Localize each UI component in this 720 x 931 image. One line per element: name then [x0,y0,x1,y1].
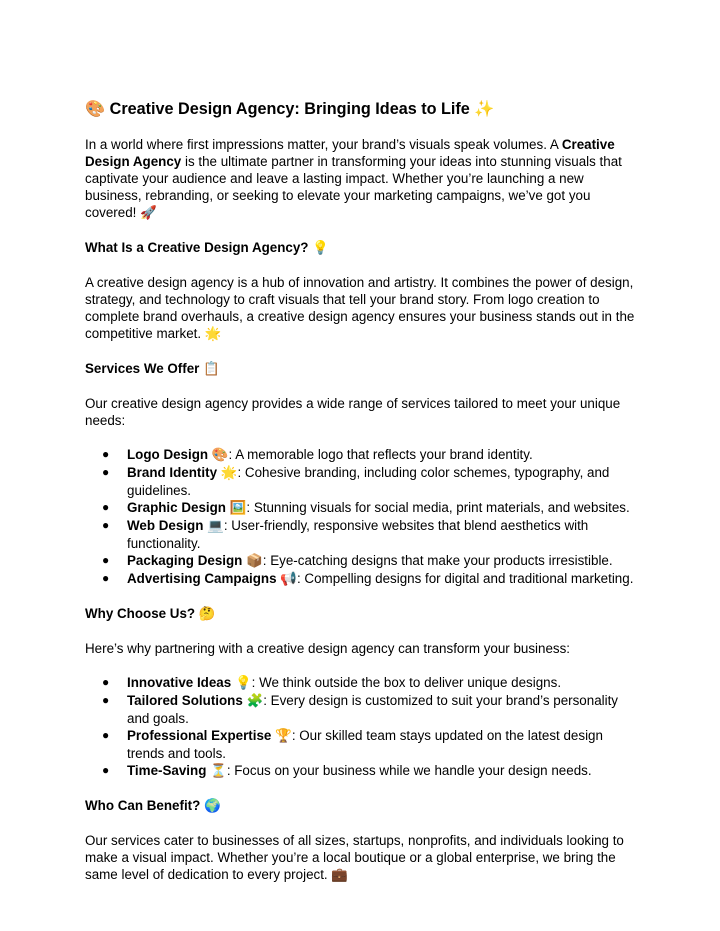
list-item-title: Graphic Design [127,500,226,515]
list-item-title: Innovative Ideas [127,675,232,690]
list-item-desc: : Compelling designs for digital and traditional marketing. [296,571,634,586]
intro-paragraph [85,136,637,222]
list-item [85,762,637,780]
bullet-icon: ● [102,518,110,532]
list-item-desc: : Stunning visuals for social media, print materials, and websites. [246,500,630,515]
list-item [85,446,637,464]
palette-icon: 🎨 [85,99,106,118]
page-title-text: Creative Design Agency: Bringing Ideas to Life [109,100,470,118]
document-body [85,99,637,884]
list-item [85,552,637,570]
package-icon: 📦 [246,554,263,569]
list-item-desc: : We think outside the box to deliver unique designs. [251,675,562,690]
list-item [85,517,637,552]
section-heading-why [85,605,637,623]
list-item [85,570,637,588]
list-item [85,727,637,762]
list-item-title: Advertising Campaigns [127,571,277,586]
list-item-desc: : Focus on your business while we handle your design needs. [226,763,592,778]
page-title [85,99,637,119]
trophy-icon: 🏆 [275,729,292,744]
clipboard-icon: 📋 [203,362,220,377]
hourglass-icon: ⏳ [210,764,227,779]
section-heading-what-text: What Is a Creative Design Agency? [85,240,309,255]
lightbulb-icon: 💡 [312,241,329,256]
services-intro: Our creative design agency provides a wide range of services tailored to meet your unique needs: [85,396,621,428]
list-item-desc: : Every design is customized to suit your brand’s personality and goals. [127,693,619,726]
list-item [85,499,637,517]
list-item-desc: : A memorable logo that reflects your brand identity. [228,447,533,462]
glowing-star-icon: 🌟 [220,466,238,481]
rocket-icon: 🚀 [140,206,157,221]
list-item-title: Web Design [127,518,204,533]
section-heading-services [85,360,637,378]
list-item-title: Time-Saving [127,763,207,778]
bullet-icon: ● [102,571,110,585]
intro-text-after: is the ultimate partner in transforming your ideas into stunning visuals that captivate your audience and leave a lasting impact. Whether you’re launching a new business, rebranding, or seeking to elevate your marketing campaigns, we’ve got you covered! [85,154,622,220]
briefcase-icon: 💼 [331,868,349,883]
list-item [85,692,637,727]
globe-icon: 🌍 [204,799,221,814]
section-heading-services-text: Services We Offer [85,361,200,376]
bullet-icon: ● [102,465,110,479]
bullet-icon: ● [102,447,110,461]
intro-bold-text: Creative Design Agency [85,137,615,169]
what-text: A creative design agency is a hub of innovation and artistry. It combines the power of design, strategy, and technology to craft visuals that tell your brand story. From logo creation to complete brand overhauls, a creative design agency ensures your business stands out in the competitive market. [85,275,635,341]
list-item [85,464,637,499]
bullet-icon: ● [102,693,110,707]
bullet-icon: ● [102,500,110,514]
puzzle-piece-icon: 🧩 [246,694,264,709]
loudspeaker-icon: 📢 [280,572,297,587]
list-item-title: Professional Expertise [127,728,272,743]
section-heading-benefit [85,797,637,815]
list-item-desc: : Our skilled team stays updated on the latest design trends and tools. [127,728,603,761]
list-item-title: Brand Identity [127,465,218,480]
bullet-icon: ● [102,553,110,567]
why-list [85,674,637,780]
benefit-paragraph [85,832,637,884]
list-item-desc: : Eye-catching designs that make your products irresistible. [262,553,613,568]
services-list [85,446,637,588]
sparkles-icon: ✨ [474,99,495,118]
laptop-icon: 💻 [207,519,224,534]
list-item-title: Logo Design [127,447,209,462]
benefit-text: Our services cater to businesses of all sizes, startups, nonprofits, and individuals looking to make a visual impact. Whether you’re a local boutique or a global enterprise, we bring the same level of dedication to every project. [85,833,624,882]
bullet-icon: ● [102,728,110,742]
section-heading-benefit-text: Who Can Benefit? [85,798,201,813]
bullet-icon: ● [102,675,110,689]
section-heading-why-text: Why Choose Us? [85,606,196,621]
list-item-desc: : User-friendly, responsive websites that blend aesthetics with functionality. [127,518,589,551]
what-paragraph [85,274,637,343]
list-item-title: Tailored Solutions [127,693,243,708]
glowing-star-icon: 🌟 [204,327,222,342]
framed-picture-icon: 🖼️ [229,501,247,516]
list-item [85,674,637,692]
lightbulb-icon: 💡 [234,676,252,691]
section-heading-what [85,239,637,257]
list-item-desc: : Cohesive branding, including color schemes, typography, and guidelines. [127,465,610,498]
thinking-face-icon: 🤔 [198,607,216,622]
intro-text-before: In a world where first impressions matter, your brand’s visuals speak volumes. A [85,137,562,152]
bullet-icon: ● [102,763,110,777]
list-item-title: Packaging Design [127,553,243,568]
palette-icon: 🎨 [211,448,229,463]
why-intro: Here’s why partnering with a creative design agency can transform your business: [85,641,571,656]
